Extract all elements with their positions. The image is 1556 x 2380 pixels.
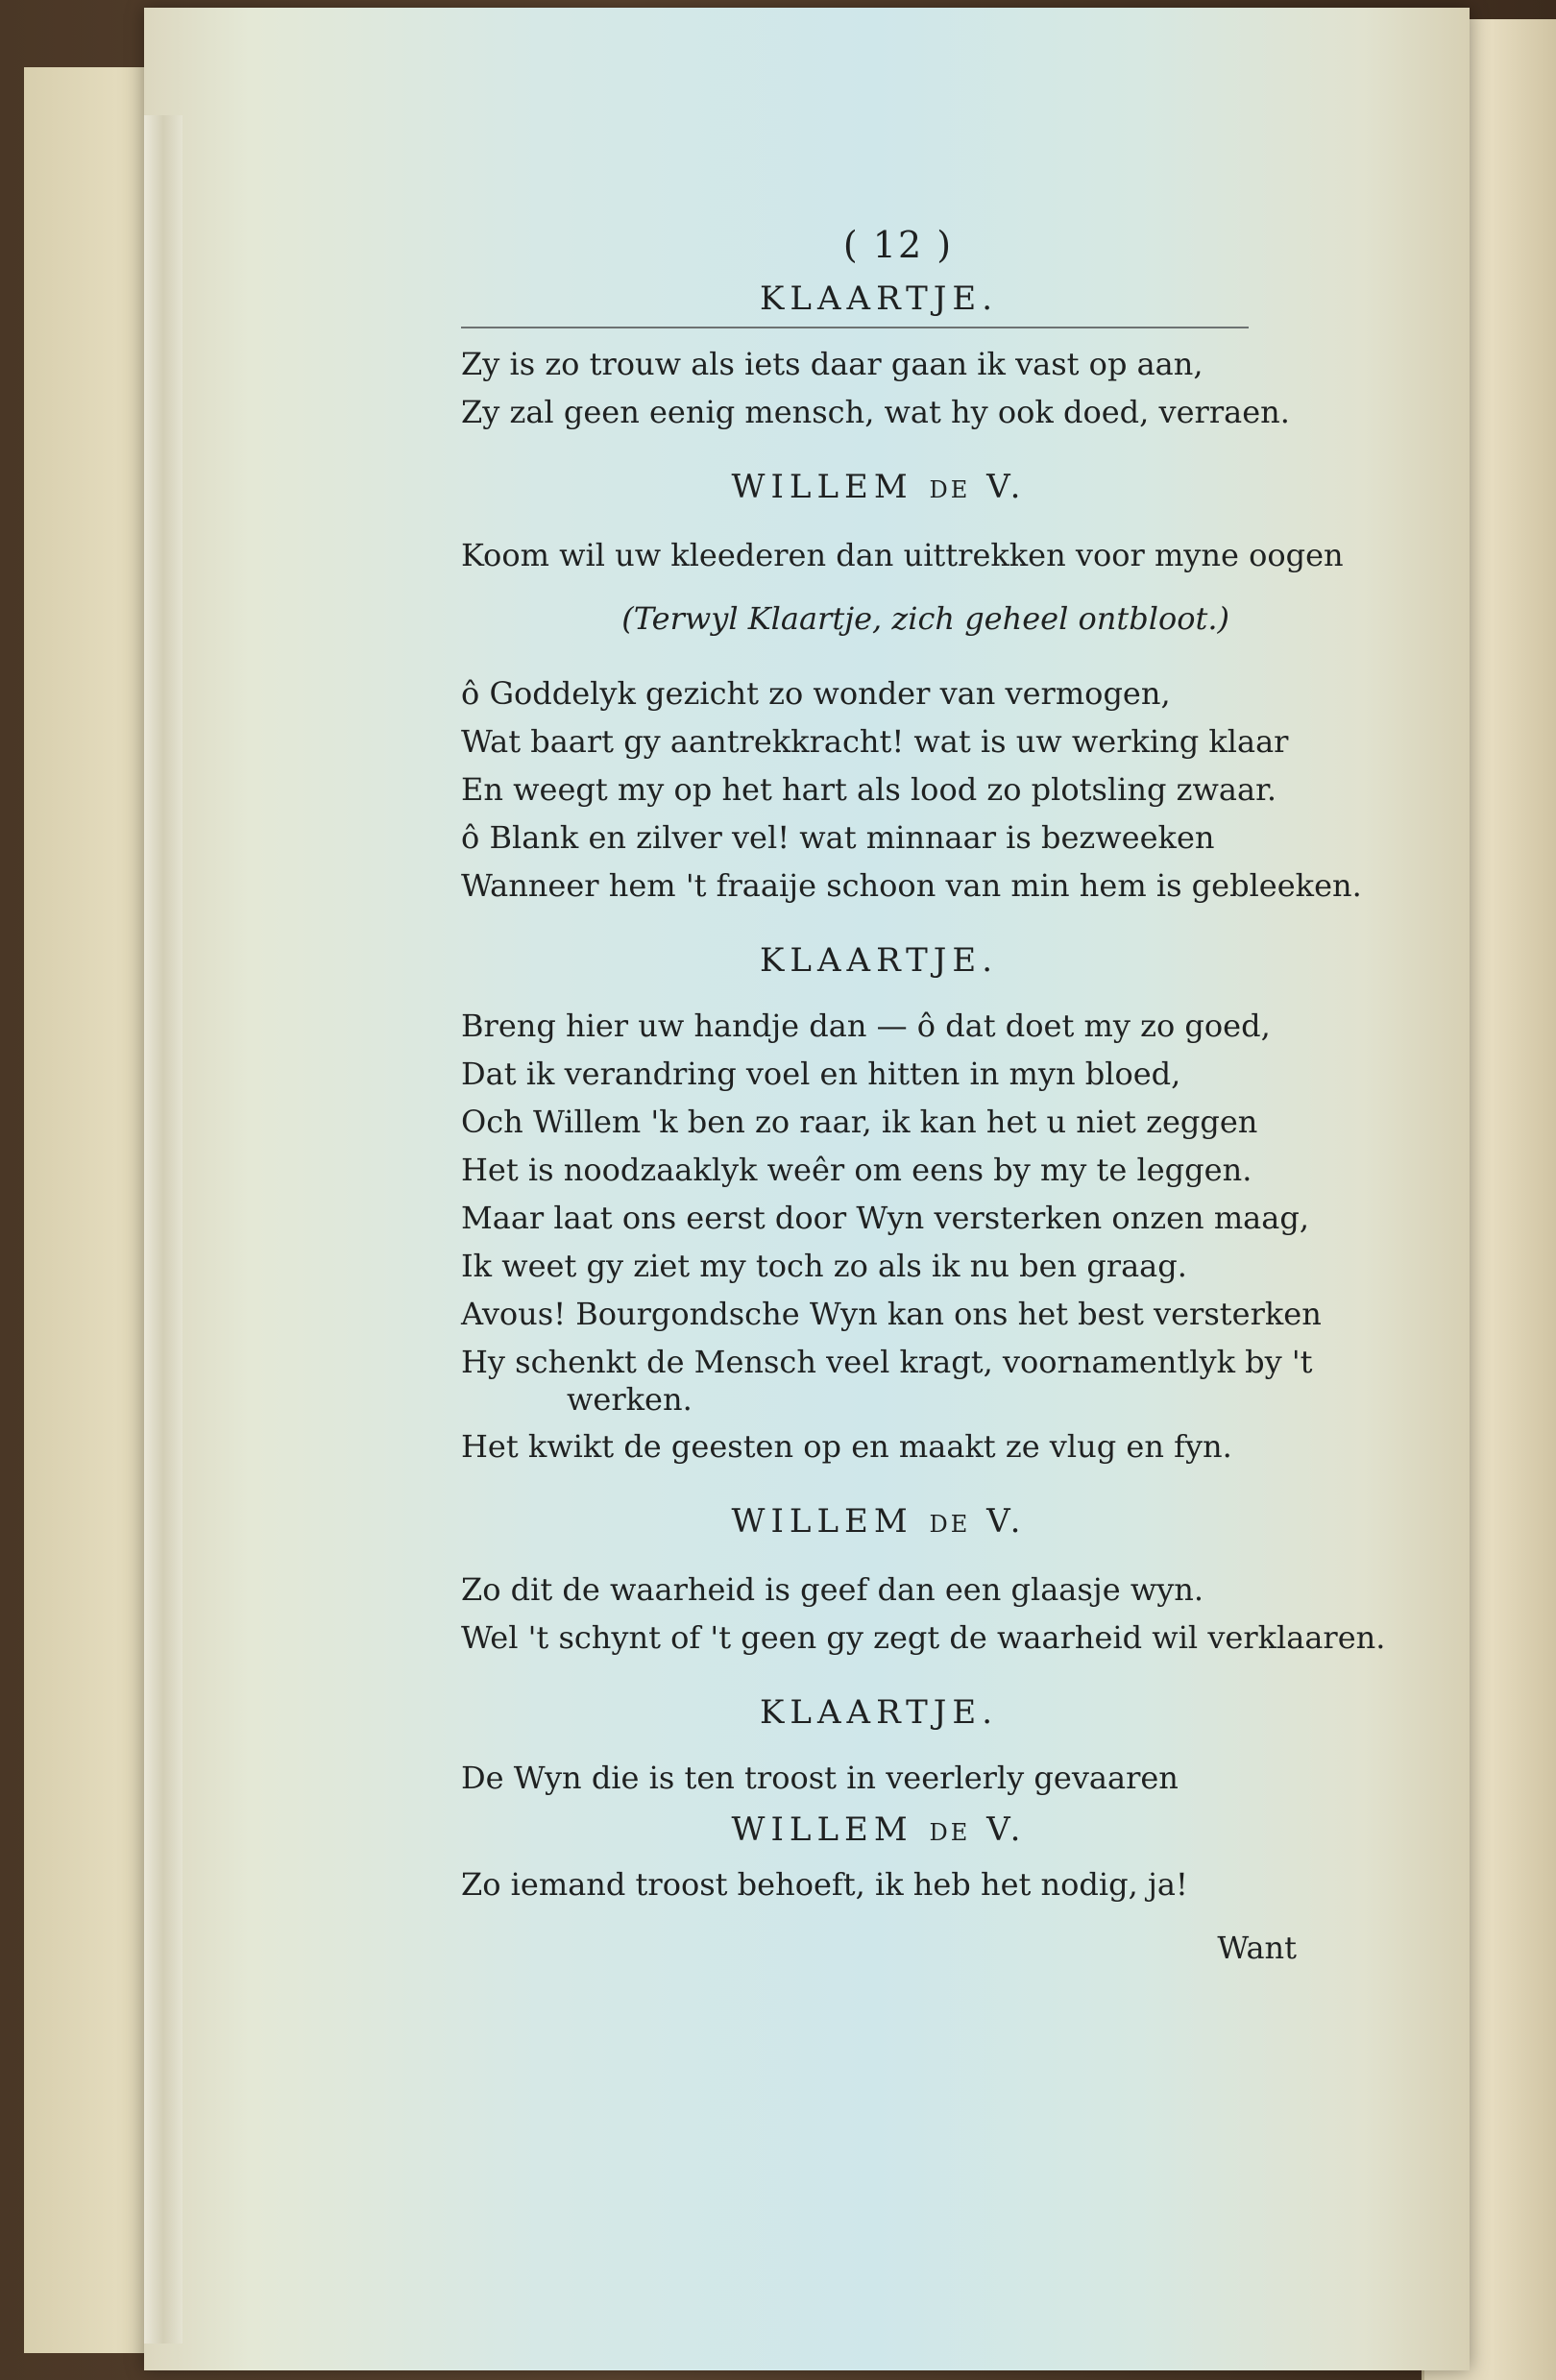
- verse-line: En weegt my op het hart als lood zo plotsling zwaar.: [461, 771, 1277, 808]
- verse-line: Wat baart gy aantrekkracht! wat is uw werking klaar: [461, 723, 1289, 760]
- speaker-particle: DE: [929, 476, 971, 503]
- speaker-heading: KLAARTJE.: [759, 941, 999, 980]
- speaker-particle: DE: [929, 1511, 971, 1538]
- speaker-heading: KLAARTJE.: [759, 1693, 999, 1732]
- verse-line: Avous! Bourgondsche Wyn kan ons het best versterken: [461, 1296, 1322, 1332]
- catchword: Want: [1217, 1930, 1297, 1966]
- verse-line: Het is noodzaaklyk weêr om eens by my te leggen.: [461, 1152, 1252, 1188]
- page-gutter: [144, 115, 182, 2344]
- verse-line: Zo dit de waarheid is geef dan een glaasje wyn.: [461, 1571, 1204, 1608]
- speaker-suffix: V.: [986, 468, 1027, 506]
- verse-line: Zy zal geen eenig mensch, wat hy ook doed, verraen.: [461, 394, 1290, 430]
- speaker-name: WILLEM: [731, 1502, 913, 1541]
- stage-direction: (Terwyl Klaartje, zich geheel ontbloot.): [621, 600, 1229, 637]
- verse-line: Och Willem 'k ben zo raar, ik kan het u niet zeggen: [461, 1104, 1258, 1140]
- verse-line: Hy schenkt de Mensch veel kragt, voornamentlyk by 't: [461, 1344, 1313, 1380]
- page-number: ( 12 ): [842, 224, 954, 266]
- verse-line: Het kwikt de geesten op en maakt ze vlug en fyn.: [461, 1428, 1232, 1465]
- verse-line: Wel 't schynt of 't geen gy zegt de waarheid wil verklaaren.: [461, 1619, 1386, 1656]
- verse-line: ô Blank en zilver vel! wat minnaar is bezweeken: [461, 819, 1215, 856]
- page-text: [461, 221, 1386, 1972]
- speaker-heading: [461, 463, 1297, 514]
- verse-line: Dat ik verandring voel en hitten in myn bloed,: [461, 1056, 1181, 1092]
- verse-line: Maar laat ons eerst door Wyn versterken onzen maag,: [461, 1200, 1309, 1236]
- speaker-particle: DE: [929, 1819, 971, 1846]
- verse-line: Zo iemand troost behoeft, ik heb het nodig, ja!: [461, 1866, 1188, 1903]
- speaker-name: WILLEM: [731, 468, 913, 506]
- speaker-suffix: V.: [986, 1810, 1027, 1849]
- verse-line: Zy is zo trouw als iets daar gaan ik vast op aan,: [461, 346, 1203, 382]
- speaker-suffix: V.: [986, 1502, 1027, 1541]
- verse-line: ô Goddelyk gezicht zo wonder van vermogen,: [461, 675, 1171, 712]
- verse-line: De Wyn die is ten troost in veerlerly gevaaren: [461, 1760, 1179, 1796]
- speaker-name: WILLEM: [731, 1810, 913, 1849]
- verse-runover: werken.: [567, 1381, 693, 1418]
- speaker-heading: [461, 1806, 1297, 1857]
- verse-line: Wanneer hem 't fraaije schoon van min hem is gebleeken.: [461, 867, 1362, 904]
- heading-rule: [461, 327, 1249, 328]
- verse-line: Ik weet gy ziet my toch zo als ik nu ben graag.: [461, 1248, 1187, 1284]
- verse-line: Breng hier uw handje dan — ô dat doet my zo goed,: [461, 1008, 1271, 1044]
- verse-line: Koom wil uw kleederen dan uittrekken voor myne oogen: [461, 537, 1344, 573]
- speaker-heading: [461, 1497, 1297, 1548]
- speaker-heading: KLAARTJE.: [759, 279, 999, 318]
